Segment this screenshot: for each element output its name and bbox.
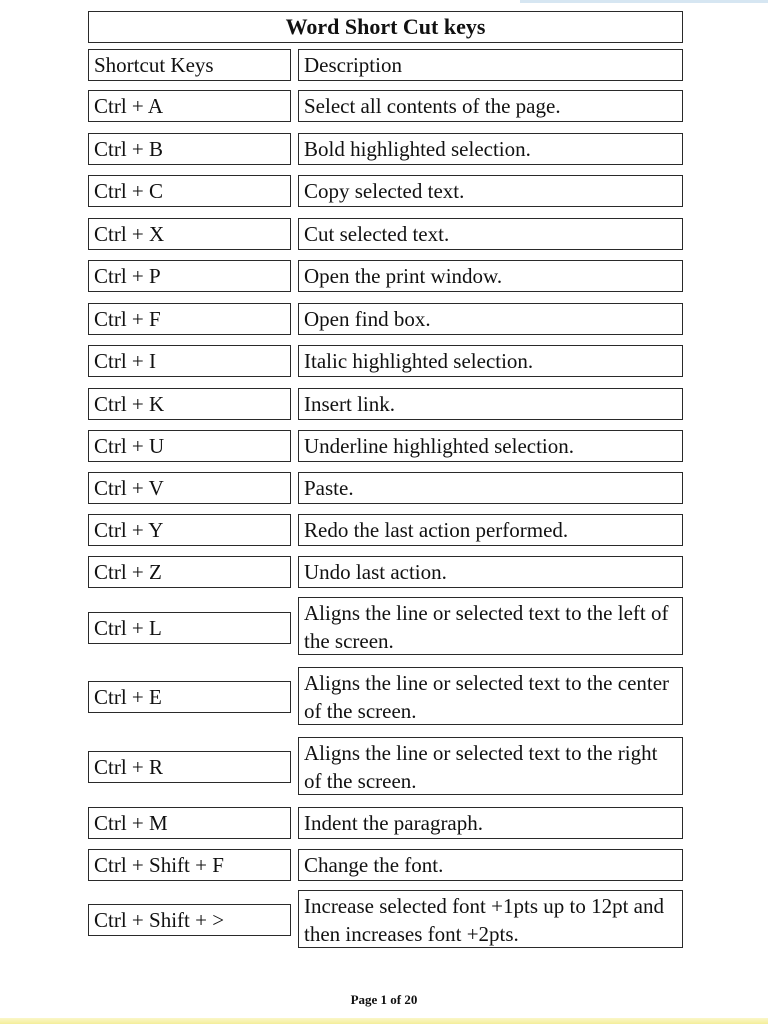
shortcut-description-cell: Increase selected font +1pts up to 12pt and then increases font +2pts. [298,890,683,948]
shortcut-description-cell: Open find box. [298,303,683,335]
shortcut-key-cell: Ctrl + X [88,218,291,250]
shortcut-key-cell: Ctrl + Y [88,514,291,546]
shortcut-key-cell: Ctrl + Z [88,556,291,588]
shortcut-description-cell: Open the print window. [298,260,683,292]
shortcut-key-cell: Ctrl + A [88,90,291,122]
header-description: Description [298,49,683,81]
shortcut-description-cell: Aligns the line or selected text to the center of the screen. [298,667,683,725]
shortcut-description-cell: Copy selected text. [298,175,683,207]
shortcut-key-cell: Ctrl + R [88,751,291,783]
shortcut-key-cell: Ctrl + L [88,612,291,644]
shortcut-key-cell: Ctrl + Shift + > [88,904,291,936]
shortcut-key-cell: Ctrl + E [88,681,291,713]
header-shortcut-keys: Shortcut Keys [88,49,291,81]
top-accent-line [520,0,768,3]
shortcut-description-cell: Underline highlighted selection. [298,430,683,462]
page-number: Page 1 of 20 [350,992,418,1007]
shortcut-description-cell: Insert link. [298,388,683,420]
shortcut-description-cell: Select all contents of the page. [298,90,683,122]
shortcut-description-cell: Indent the paragraph. [298,807,683,839]
shortcut-description-cell: Undo last action. [298,556,683,588]
shortcut-key-cell: Ctrl + M [88,807,291,839]
shortcut-key-cell: Ctrl + I [88,345,291,377]
shortcut-description-cell: Aligns the line or selected text to the left of the screen. [298,597,683,655]
shortcut-key-cell: Ctrl + K [88,388,291,420]
shortcut-description-cell: Redo the last action performed. [298,514,683,546]
shortcut-description-cell: Cut selected text. [298,218,683,250]
shortcut-key-cell: Ctrl + F [88,303,291,335]
shortcut-description-cell: Bold highlighted selection. [298,133,683,165]
shortcut-key-cell: Ctrl + Shift + F [88,849,291,881]
shortcut-description-cell: Change the font. [298,849,683,881]
shortcut-key-cell: Ctrl + C [88,175,291,207]
shortcut-key-cell: Ctrl + B [88,133,291,165]
table-title: Word Short Cut keys [88,11,683,43]
shortcut-key-cell: Ctrl + P [88,260,291,292]
shortcut-description-cell: Italic highlighted selection. [298,345,683,377]
shortcut-key-cell: Ctrl + U [88,430,291,462]
bottom-accent-line [0,1018,768,1024]
shortcut-key-cell: Ctrl + V [88,472,291,504]
shortcut-description-cell: Paste. [298,472,683,504]
shortcut-description-cell: Aligns the line or selected text to the right of the screen. [298,737,683,795]
